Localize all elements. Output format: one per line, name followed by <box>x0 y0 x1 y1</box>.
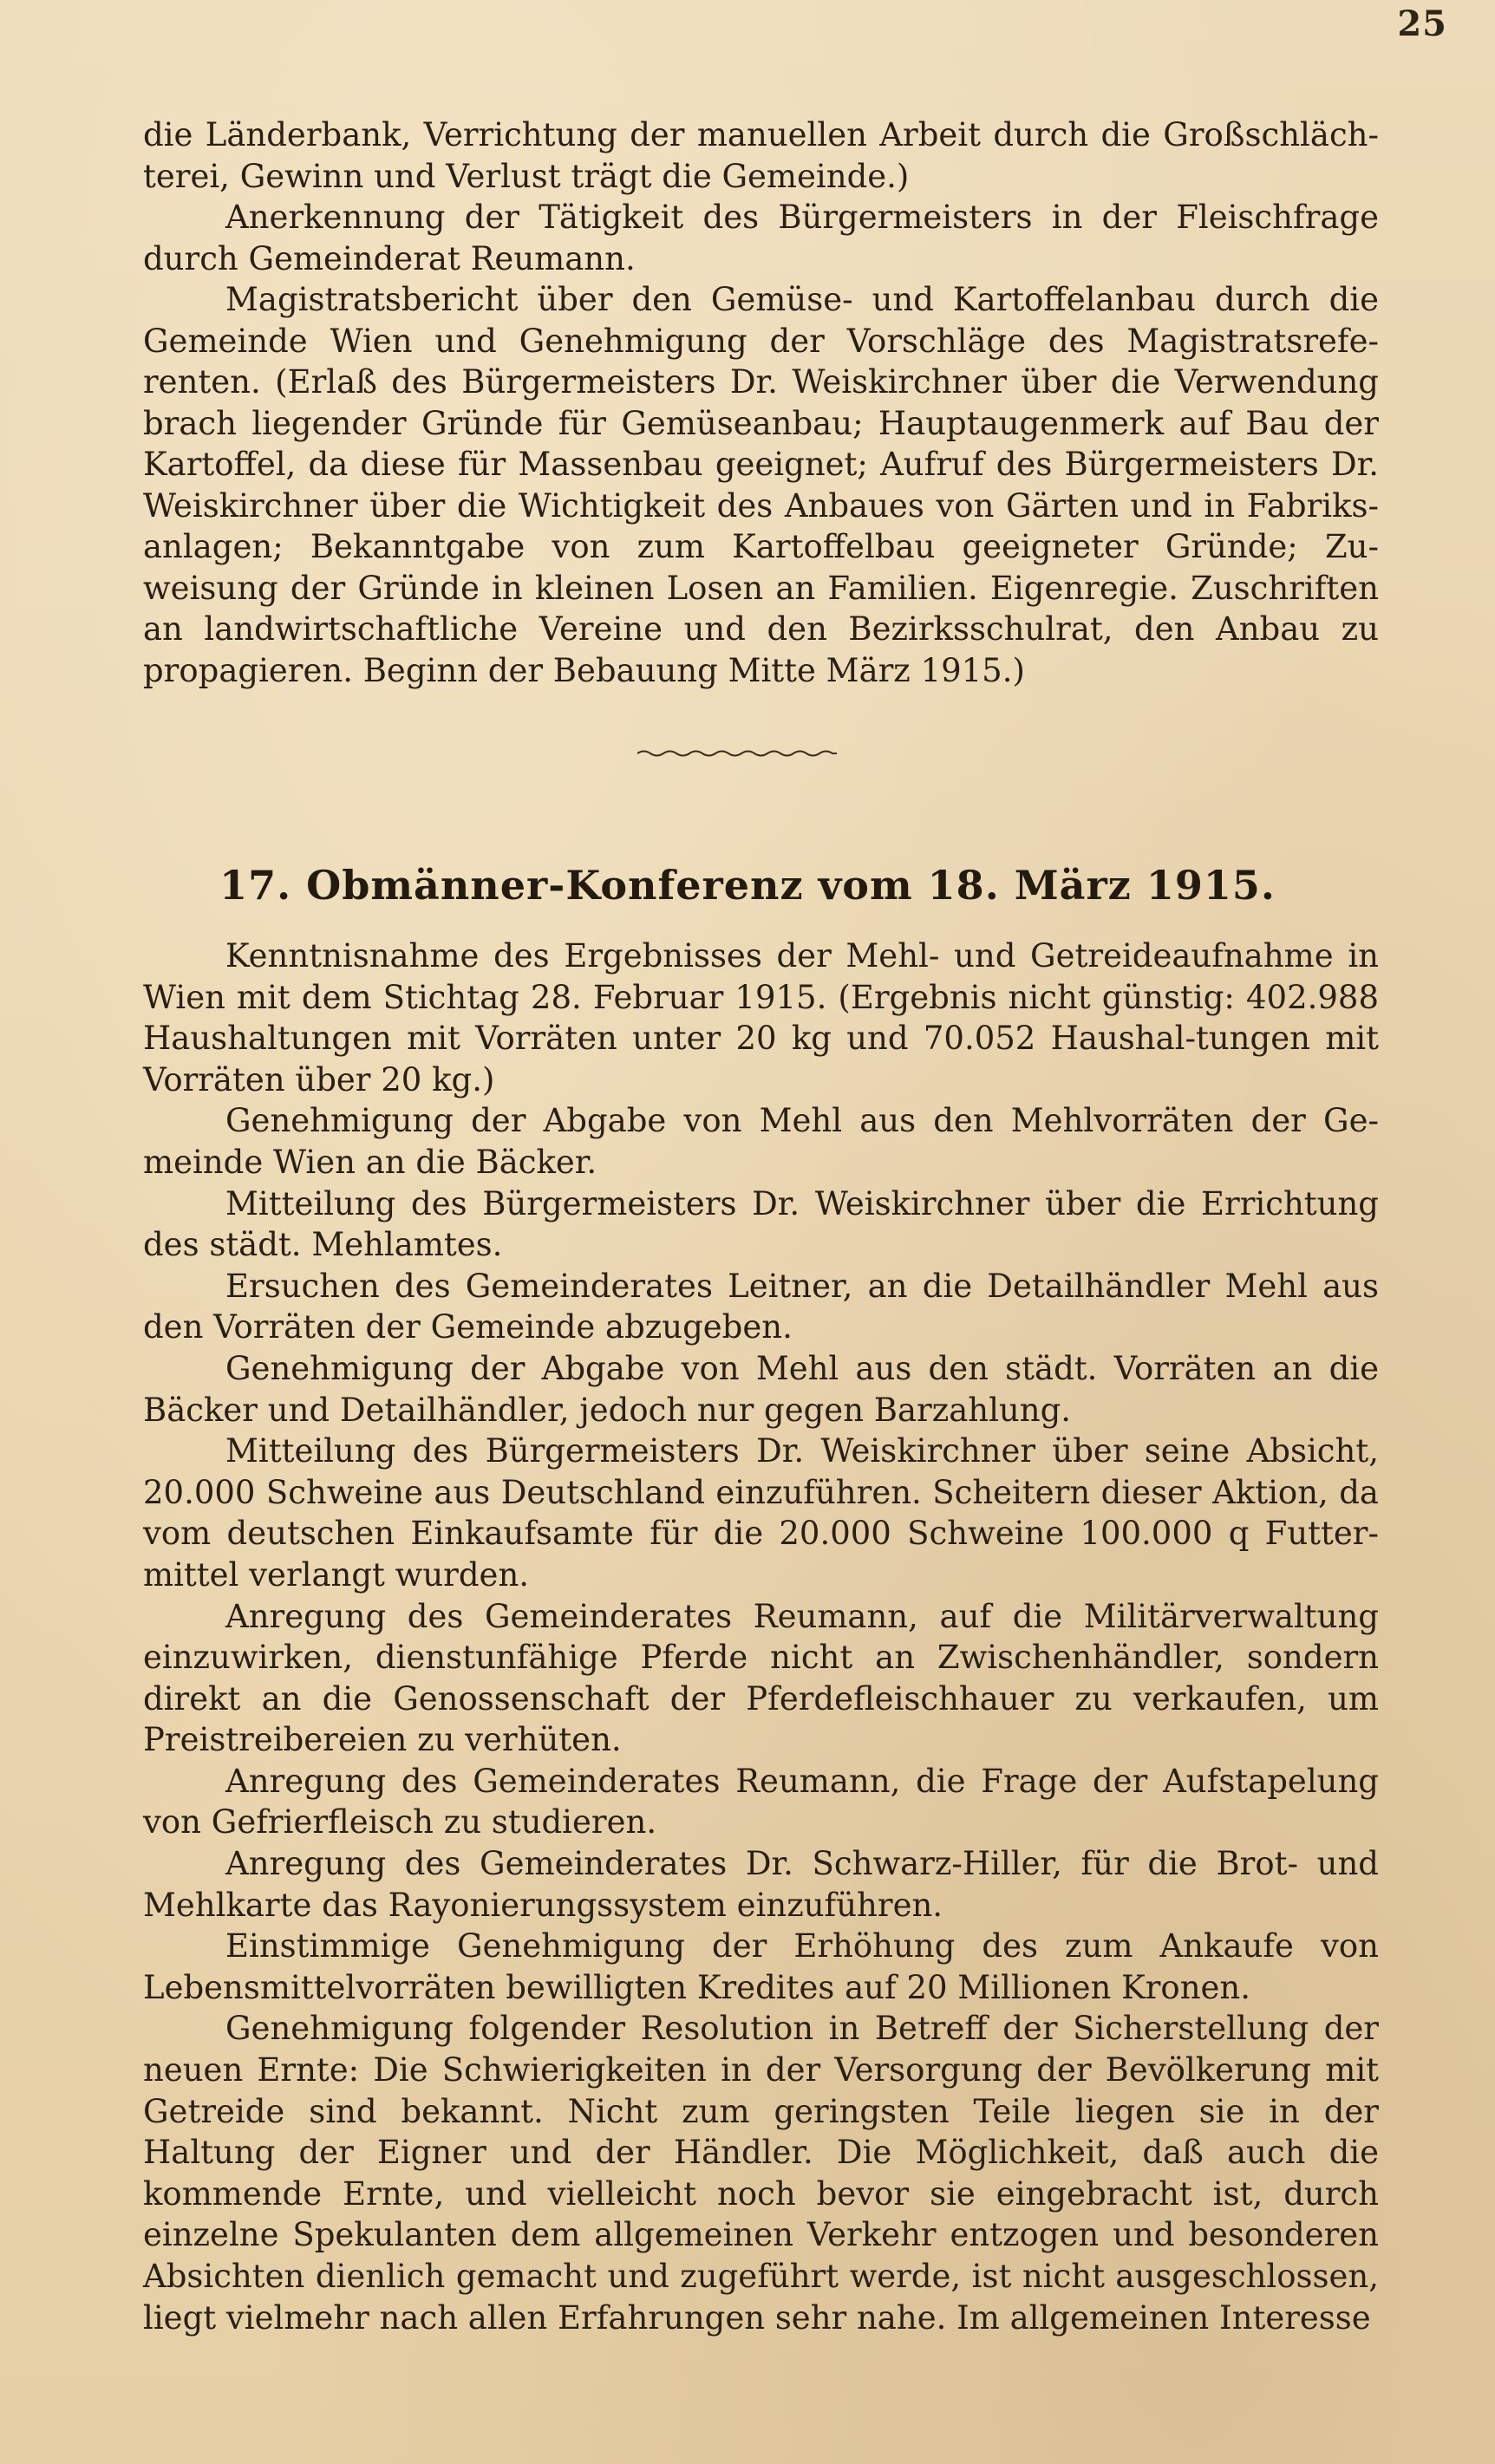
paragraph: Mitteilung des Bürgermeisters Dr. Weiskirchner über die Errichtung des städt. Mehlamtes. <box>143 1184 1379 1264</box>
paragraph: Magistratsbericht über den Gemüse- und Kartoffelanbau durch die Gemeinde Wien und Genehmigung der Vorschläge des Magistratsrefe-renten. (Erlaß des Bürgermeisters Dr. Weiskirchner über die Verwendung brach liegender Gründe für Gemüseanbau; Hauptaugenmerk auf Bau der Kartoffel, da diese für Massenbau geeignet; Aufruf des Bürgermeisters Dr. Weiskirchner über die Wichtigkeit des Anbaues von Gärten und in Fabriks-anlagen; Bekanntgabe von zum Kartoffelbau geeigneter Gründe; Zu-weisung der Gründe in kleinen Losen an Familien. Eigenregie. Zuschriften an landwirtschaftliche Vereine und den Bezirksschulrat, den Anbau zu propagieren. Beginn der Bebauung Mitte März 1915.) <box>143 281 1379 689</box>
paragraph: Einstimmige Genehmigung der Erhöhung des zum Ankaufe von Lebensmittelvorräten bewilligten Kredites auf 20 Millionen Kronen. <box>143 1927 1379 2006</box>
paragraph: Anregung des Gemeinderates Dr. Schwarz-Hiller, für die Brot- und Mehlkarte das Rayonierungssystem einzuführen. <box>143 1845 1379 1924</box>
paragraph: Anerkennung der Tätigkeit des Bürgermeisters in der Fleischfrage durch Gemeinderat Reumann. <box>143 199 1379 277</box>
top-section <box>143 114 1379 691</box>
paragraph: Genehmigung folgender Resolution in Betreff der Sicherstellung der neuen Ernte: Die Schwierigkeiten in der Versorgung der Bevölkerung mit Getreide sind bekannt. Nicht zum geringsten Teile liegen sie in der Haltung der Eigner und der Händler. Die Möglichkeit, daß auch die kommende Ernte, und vielleicht noch bevor sie eingebracht ist, durch einzelne Spekulanten dem allgemeinen Verkehr entzogen und besonderen Absichten dienlich gemacht und zugeführt werde, ist nicht ausgeschlossen, liegt vielmehr nach allen Erfahrungen sehr nahe. Im allgemeinen Interesse <box>143 2010 1379 2337</box>
paragraph: Mitteilung des Bürgermeisters Dr. Weiskirchner über seine Absicht, 20.000 Schweine aus Deutschland einzuführen. Scheitern dieser Aktion, da vom deutschen Einkaufsamte für die 20.000 Schweine 100.000 q Futter-mittel verlangt wurden. <box>143 1432 1379 1594</box>
paragraph: Genehmigung der Abgabe von Mehl aus den Mehlvorräten der Ge-meinde Wien an die Bäcker. <box>143 1102 1379 1181</box>
section-heading: 17. Obmänner-Konferenz vom 18. März 1915. <box>219 862 1276 909</box>
section-divider <box>637 747 837 759</box>
paragraph: Anregung des Gemeinderates Reumann, die Frage der Aufstapelung von Gefrierfleisch zu studieren. <box>143 1762 1379 1841</box>
section-17-body <box>143 935 1379 2338</box>
paragraph: Anregung des Gemeinderates Reumann, auf die Militärverwaltung einzuwirken, dienstunfähige Pferde nicht an Zwischenhändler, sondern direkt an die Genossenschaft der Pferdefleischhauer zu verkaufen, um Preistreibereien zu verhüten. <box>143 1597 1379 1759</box>
paragraph: Ersuchen des Gemeinderates Leitner, an die Detailhändler Mehl aus den Vorräten der Gemeinde abzugeben. <box>143 1267 1379 1346</box>
paragraph: die Länderbank, Verrichtung der manuellen Arbeit durch die Großschläch-terei, Gewinn und Verlust trägt die Gemeinde.) <box>143 116 1379 195</box>
paragraph: Kenntnisnahme des Ergebnisses der Mehl- und Getreideaufnahme in Wien mit dem Stichtag 28. Februar 1915. (Ergebnis nicht günstig: 402.988 Haushaltungen mit Vorräten unter 20 kg und 70.052 Haushal-tungen mit Vorräten über 20 kg.) <box>143 937 1379 1098</box>
page-number: 25 <box>1397 3 1447 44</box>
paragraph: Genehmigung der Abgabe von Mehl aus den städt. Vorräten an die Bäcker und Detailhändler, jedoch nur gegen Barzahlung. <box>143 1349 1379 1429</box>
